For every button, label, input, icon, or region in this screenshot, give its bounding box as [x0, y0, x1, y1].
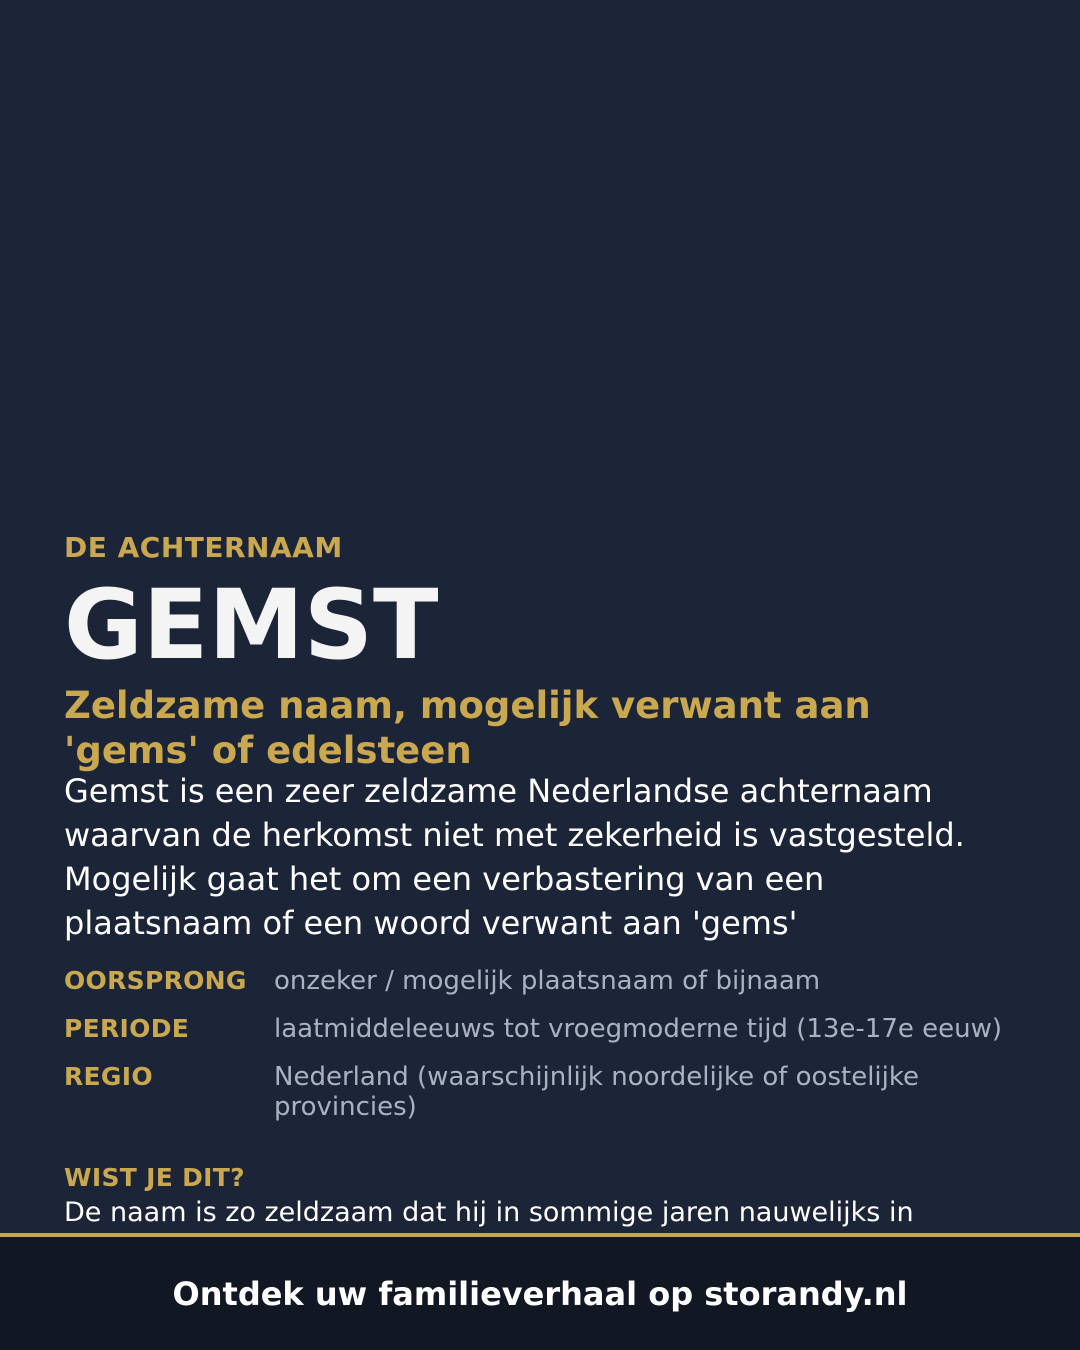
surname-title: GEMST — [64, 569, 439, 681]
fact-label: OORSPRONG — [64, 966, 247, 995]
fact-row-regio — [64, 1061, 1016, 1122]
fact-label: REGIO — [64, 1062, 153, 1091]
footer-cta-link[interactable]: Ontdek uw familieverhaal op storandy.nl — [172, 1274, 908, 1313]
fact-value: laatmiddeleeuws tot vroegmoderne tijd (13e-17e eeuw) — [274, 1014, 1003, 1044]
did-you-know-label: WIST JE DIT? — [64, 1163, 245, 1192]
fact-row-periode — [64, 1013, 1016, 1045]
intro-paragraph: Gemst is een zeer zeldzame Nederlandse achternaam waarvan de herkomst niet met zekerheid is vastgesteld. Mogelijk gaat het om een verbastering van een plaatsnaam of een woord verwant aan 'gems' — [64, 772, 965, 942]
eyebrow-label: DE ACHTERNAAM — [64, 531, 343, 564]
fact-value: Nederland (waarschijnlijk noordelijke of oostelijke provincies) — [274, 1062, 919, 1122]
surname-card — [64, 0, 1016, 1233]
fact-label: PERIODE — [64, 1014, 190, 1043]
did-you-know-text: De naam is zo zeldzaam dat hij in sommige jaren nauwelijks in — [64, 1197, 914, 1228]
surname-subtitle: Zeldzame naam, mogelijk verwant aan 'gems' of edelsteen — [64, 684, 871, 772]
fact-value: onzeker / mogelijk plaatsnaam of bijnaam — [274, 966, 821, 996]
fact-row-oorsprong — [64, 965, 1016, 997]
footer-bar — [0, 1237, 1080, 1350]
facts-list — [64, 965, 1016, 1138]
